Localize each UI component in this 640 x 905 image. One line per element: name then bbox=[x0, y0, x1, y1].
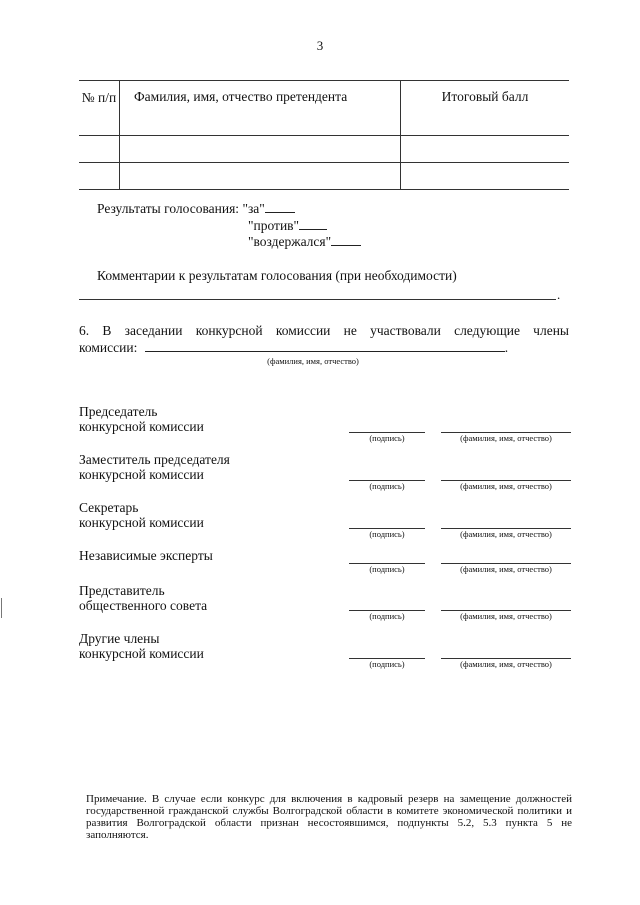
cell-score[interactable] bbox=[401, 163, 570, 190]
role-title: Председатель bbox=[79, 404, 158, 419]
header-number: № п/п bbox=[79, 81, 120, 136]
page-number: 3 bbox=[316, 38, 324, 53]
signature-caption: (подпись) bbox=[369, 481, 405, 491]
signature-caption: (подпись) bbox=[369, 433, 405, 443]
role-subtitle: общественного совета bbox=[79, 598, 208, 613]
cell-score[interactable] bbox=[401, 136, 570, 163]
full-name-caption: (фамилия, имя, отчество) bbox=[460, 433, 552, 443]
cell-name[interactable] bbox=[120, 163, 401, 190]
role-title: Секретарь bbox=[79, 500, 139, 515]
section-6-prefix: комиссии: bbox=[79, 340, 138, 355]
voting-abstained-blank[interactable] bbox=[331, 244, 361, 246]
comments-label: Комментарии к результатам голосования (при необходимости) bbox=[97, 268, 457, 283]
role-secretary bbox=[79, 500, 309, 530]
cell-number[interactable] bbox=[79, 163, 120, 190]
voting-against-label: "против" bbox=[248, 218, 300, 233]
cell-number[interactable] bbox=[79, 136, 120, 163]
role-public-council-representative bbox=[79, 583, 309, 613]
voting-abstained-label: "воздержался" bbox=[248, 234, 332, 249]
role-title: Независимые эксперты bbox=[79, 548, 213, 563]
cell-name[interactable] bbox=[120, 136, 401, 163]
voting-for-line bbox=[97, 201, 295, 217]
candidates-table bbox=[79, 80, 569, 190]
header-score: Итоговый балл bbox=[401, 81, 570, 136]
role-title: Другие члены bbox=[79, 631, 160, 646]
section-6-end: . bbox=[504, 340, 509, 355]
signature-caption: (подпись) bbox=[369, 659, 405, 669]
role-other-members bbox=[79, 631, 309, 661]
voting-for-blank[interactable] bbox=[265, 211, 295, 213]
section-6-line-1: 6. В заседании конкурсной комиссии не участвовали следующие члены bbox=[79, 323, 569, 338]
scan-margin-mark bbox=[1, 598, 2, 618]
role-subtitle: конкурсной комиссии bbox=[79, 419, 204, 434]
role-subtitle: конкурсной комиссии bbox=[79, 467, 204, 482]
full-name-caption: (фамилия, имя, отчество) bbox=[460, 564, 552, 574]
role-title: Представитель bbox=[79, 583, 165, 598]
header-name: Фамилия, имя, отчество претендента bbox=[120, 81, 401, 136]
role-independent-experts bbox=[79, 548, 309, 563]
full-name-caption: (фамилия, имя, отчество) bbox=[460, 481, 552, 491]
full-name-caption: (фамилия, имя, отчество) bbox=[460, 611, 552, 621]
table-row bbox=[79, 136, 569, 163]
absent-members-field[interactable] bbox=[145, 350, 505, 352]
role-chairman bbox=[79, 404, 309, 434]
signature-caption: (подпись) bbox=[369, 564, 405, 574]
comments-end: . bbox=[557, 287, 561, 302]
voting-abstained-line bbox=[248, 234, 361, 250]
full-name-caption: (фамилия, имя, отчество) bbox=[460, 659, 552, 669]
role-subtitle: конкурсной комиссии bbox=[79, 646, 204, 661]
signature-caption: (подпись) bbox=[369, 611, 405, 621]
section-6 bbox=[79, 322, 569, 356]
footnote: Примечание. В случае если конкурс для включения в кадровый резерв на замещение должностей государственной гражданской службы Волгоградской области в комитете экономической политики и развития Волгоградской области признан несостоявшимся, подпункты 5.2, 5.3 пункта 5 не заполняются. bbox=[86, 793, 572, 841]
table-row bbox=[79, 163, 569, 190]
voting-against-line bbox=[248, 218, 327, 234]
signature-caption: (подпись) bbox=[369, 529, 405, 539]
role-deputy-chairman bbox=[79, 452, 309, 482]
role-subtitle: конкурсной комиссии bbox=[79, 515, 204, 530]
voting-against-blank[interactable] bbox=[299, 228, 327, 230]
table-header-row bbox=[79, 81, 569, 136]
comments-field[interactable] bbox=[79, 299, 556, 300]
voting-label: Результаты голосования: bbox=[97, 201, 240, 216]
absent-members-caption: (фамилия, имя, отчество) bbox=[267, 356, 359, 366]
full-name-caption: (фамилия, имя, отчество) bbox=[460, 529, 552, 539]
voting-for-label: "за" bbox=[242, 201, 265, 216]
role-title: Заместитель председателя bbox=[79, 452, 230, 467]
